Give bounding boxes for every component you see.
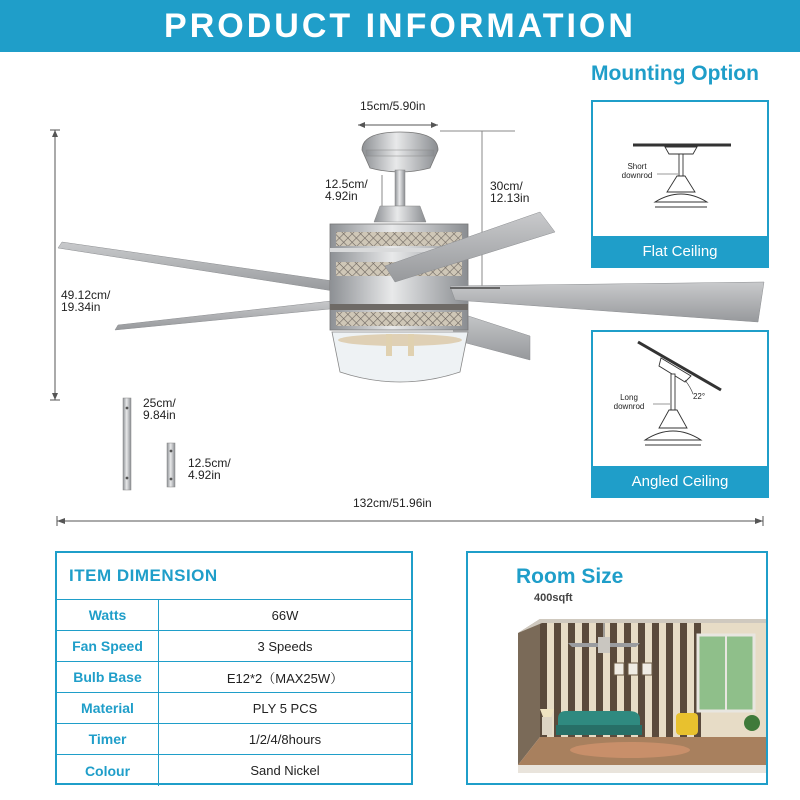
spec-label: Material: [57, 693, 159, 723]
spec-value: 3 Speeds: [257, 638, 313, 654]
item-dimension-table: [55, 551, 413, 785]
room-size-title: Room Size: [516, 565, 624, 588]
rod-long-label: [143, 397, 176, 421]
spec-label: Timer: [57, 724, 159, 754]
mounting-option-title: Mounting Option: [591, 62, 759, 85]
rod-short-label: [188, 457, 231, 481]
spec-value: Sand Nickel: [250, 763, 320, 778]
rod-long-line1: 25cm/: [143, 396, 176, 410]
table-row: [57, 600, 411, 631]
room-area: 400sqft: [534, 592, 573, 604]
flat-note-line1: Short: [627, 162, 647, 171]
spec-value: 1/2/4/8hours: [248, 731, 322, 747]
table-row: [57, 724, 411, 755]
table-row: [57, 693, 411, 724]
top-height-line1: 30cm/: [490, 179, 523, 193]
spec-value: PLY 5 PCS: [252, 700, 318, 716]
rod-short-line1: 12.5cm/: [188, 456, 231, 470]
angled-note-line2: downrod: [613, 402, 645, 411]
room-illustration: [518, 619, 768, 773]
flat-ceiling-card: [591, 100, 769, 268]
spec-label: Fan Speed: [57, 631, 159, 661]
flat-note-line2: downrod: [621, 171, 653, 180]
top-height-label: [490, 180, 529, 204]
flat-downrod-note: [615, 162, 659, 180]
item-dimension-title: ITEM DIMENSION: [57, 553, 411, 600]
header-banner: [0, 0, 800, 52]
spec-value: E12*2（MAX25W）: [226, 670, 344, 686]
angle-note: 22°: [692, 392, 706, 401]
total-height-line1: 49.12cm/: [61, 288, 111, 302]
downrod-length-label: [325, 178, 368, 202]
room-size-card: [466, 551, 768, 785]
table-row: [57, 755, 411, 786]
page-title: PRODUCT INFORMATION: [164, 6, 636, 45]
total-height-label: [61, 289, 110, 313]
table-row: [57, 631, 411, 662]
spec-label: Watts: [57, 600, 159, 630]
total-height-line2: 19.34in: [61, 300, 101, 314]
downrod-length-line2: 4.92in: [325, 189, 358, 203]
canopy-width-label: 15cm/5.90in: [360, 99, 426, 113]
spec-value: 66W: [271, 607, 299, 623]
fan-blade-left-upper: [58, 242, 340, 292]
downrod-long: [123, 398, 131, 490]
spec-label: Colour: [57, 755, 159, 786]
angled-ceiling-caption: Angled Ceiling: [593, 466, 767, 496]
rod-long-line2: 9.84in: [143, 408, 176, 422]
spec-label: Bulb Base: [57, 662, 159, 692]
angled-downrod-note: [607, 393, 651, 411]
flat-ceiling-caption: Flat Ceiling: [593, 236, 767, 266]
downrod-length-line1: 12.5cm/: [325, 177, 368, 191]
fan-blade-left-lower: [115, 300, 340, 330]
table-row: [57, 662, 411, 693]
angled-ceiling-card: [591, 330, 769, 498]
downrod: [395, 170, 405, 206]
angled-note-line1: Long: [620, 393, 638, 402]
rod-short-line2: 4.92in: [188, 468, 221, 482]
span-label: 132cm/51.96in: [353, 496, 432, 510]
top-height-line2: 12.13in: [490, 191, 530, 205]
